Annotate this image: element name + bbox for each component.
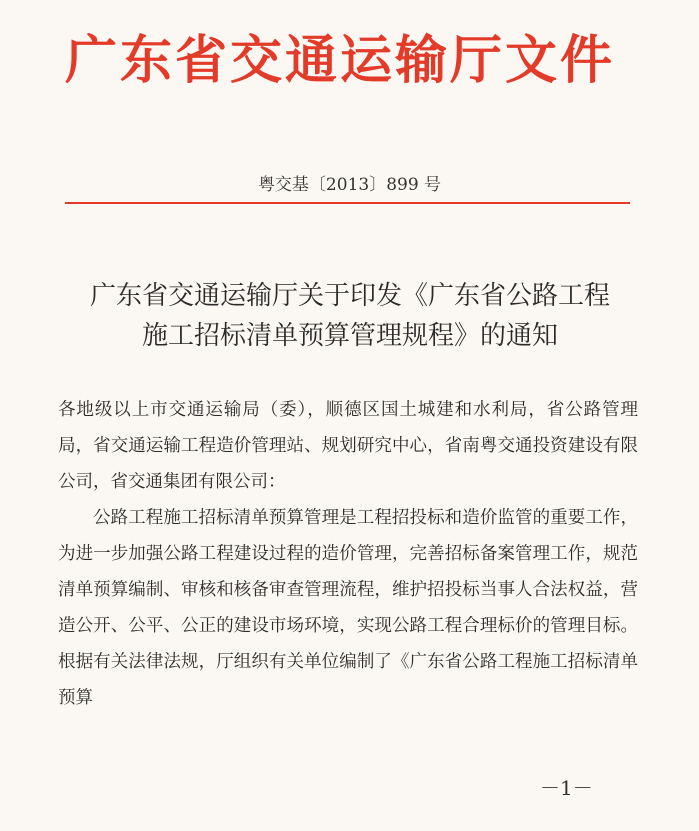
page-number: －1－ xyxy=(540,776,593,800)
notice-title xyxy=(30,276,670,356)
notice-body xyxy=(58,392,638,716)
notice-title-line-2: 施工招标清单预算管理规程》的通知 xyxy=(141,321,558,351)
addressees-paragraph: 各地级以上市交通运输局（委），顺德区国土城建和水利局，省公路管理局，省交通运输工程造价管理站、规划研究中心，省南粤交通投资建设有限公司，省交通集团有限公司： xyxy=(58,400,638,492)
document-number: 粤交基〔2013〕899 号 xyxy=(257,175,442,195)
issuing-authority-masthead: 广东省交通运输厅文件 xyxy=(64,30,615,91)
notice-title-line-1: 广东省交通运输厅关于印发《广东省公路工程 xyxy=(89,281,610,311)
red-separator-line xyxy=(65,202,630,204)
body-paragraph-1: 公路工程施工招标清单预算管理是工程招投标和造价监管的重要工作，为进一步加强公路工程建设过程的造价管理，完善招标备案管理工作，规范清单预算编制、审核和核备审查管理流程，维护招投标当事人合法权益，营造公开、公平、公正的建设市场环境，实现公路工程合理标价的管理目标。根据有关法律法规，厅组织有关单位编制了《广东省公路工程施工招标清单预算 xyxy=(58,508,638,708)
